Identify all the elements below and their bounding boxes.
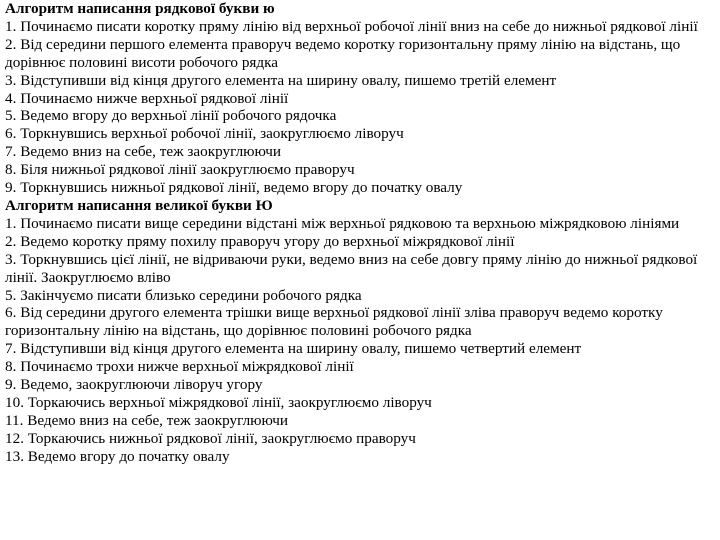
section-heading-uppercase-yu: Алгоритм написання великої букви Ю [5, 196, 273, 214]
step-uppercase-12: 12. Торкаючись нижньої рядкової лінії, заокруглюємо праворуч [5, 429, 416, 447]
step-lowercase-3: 3. Відступивши від кінця другого елемента на ширину овалу, пишемо третій елемент [5, 71, 557, 89]
step-uppercase-2: 2. Ведемо коротку пряму похилу праворуч угору до верхньої міжрядкової лінії [5, 232, 515, 250]
step-uppercase-3: 3. Торкнувшись цієї лінії, не відриваючи руки, ведемо вниз на себе довгу пряму лінію до нижньої рядкової лінії. Заокруглюємо вліво [5, 250, 698, 286]
step-uppercase-13: 13. Ведемо вгору до початку овалу [5, 447, 230, 465]
step-lowercase-5: 5. Ведемо вгору до верхньої лінії робочого рядочка [5, 107, 337, 125]
step-lowercase-6: 6. Торкнувшись верхньої робочої лінії, заокруглюємо ліворуч [5, 125, 404, 143]
step-lowercase-4: 4. Починаємо нижче верхньої рядкової лінії [5, 89, 289, 107]
step-uppercase-1: 1. Починаємо писати вище середини відстані між верхньої рядковою та верхньою міжрядковою лініями [5, 214, 680, 232]
step-lowercase-7: 7. Ведемо вниз на себе, теж заокруглюючи [5, 143, 282, 161]
step-lowercase-2: 2. Від середини першого елемента праворуч ведемо коротку горизонтальну пряму лінію на відстань, що дорівнює половині висоти робочого рядка [5, 35, 681, 71]
step-lowercase-1: 1. Починаємо писати коротку пряму лінію від верхньої робочої лінії вниз на себе до нижньої рядкової лінії [5, 17, 698, 35]
step-uppercase-8: 8. Починаємо трохи нижче верхньої міжрядкової лінії [5, 358, 354, 376]
step-lowercase-9: 9. Торкнувшись нижньої рядкової лінії, ведемо вгору до початку овалу [5, 179, 463, 197]
step-uppercase-6: 6. Від середини другого елемента трішки вище верхньої рядкової лінії зліва праворуч ведемо коротку горизонтальну лінію на відстань, що дорівнює половині робочого рядка [5, 304, 663, 340]
step-uppercase-5: 5. Закінчуємо писати близько середини робочого рядка [5, 286, 362, 304]
step-uppercase-7: 7. Відступивши від кінця другого елемента на ширину овалу, пишемо четвертий елемент [5, 340, 582, 358]
step-uppercase-11: 11. Ведемо вниз на себе, теж заокруглюючи [5, 411, 289, 429]
step-uppercase-10: 10. Торкаючись верхньої міжрядкової лінії, заокруглюємо ліворуч [5, 393, 432, 411]
step-lowercase-8: 8. Біля нижньої рядкової лінії заокруглюємо праворуч [5, 161, 355, 179]
step-uppercase-9: 9. Ведемо, заокруглюючи ліворуч угору [5, 376, 263, 394]
section-heading-lowercase-yu: Алгоритм написання рядкової букви ю [5, 0, 275, 17]
